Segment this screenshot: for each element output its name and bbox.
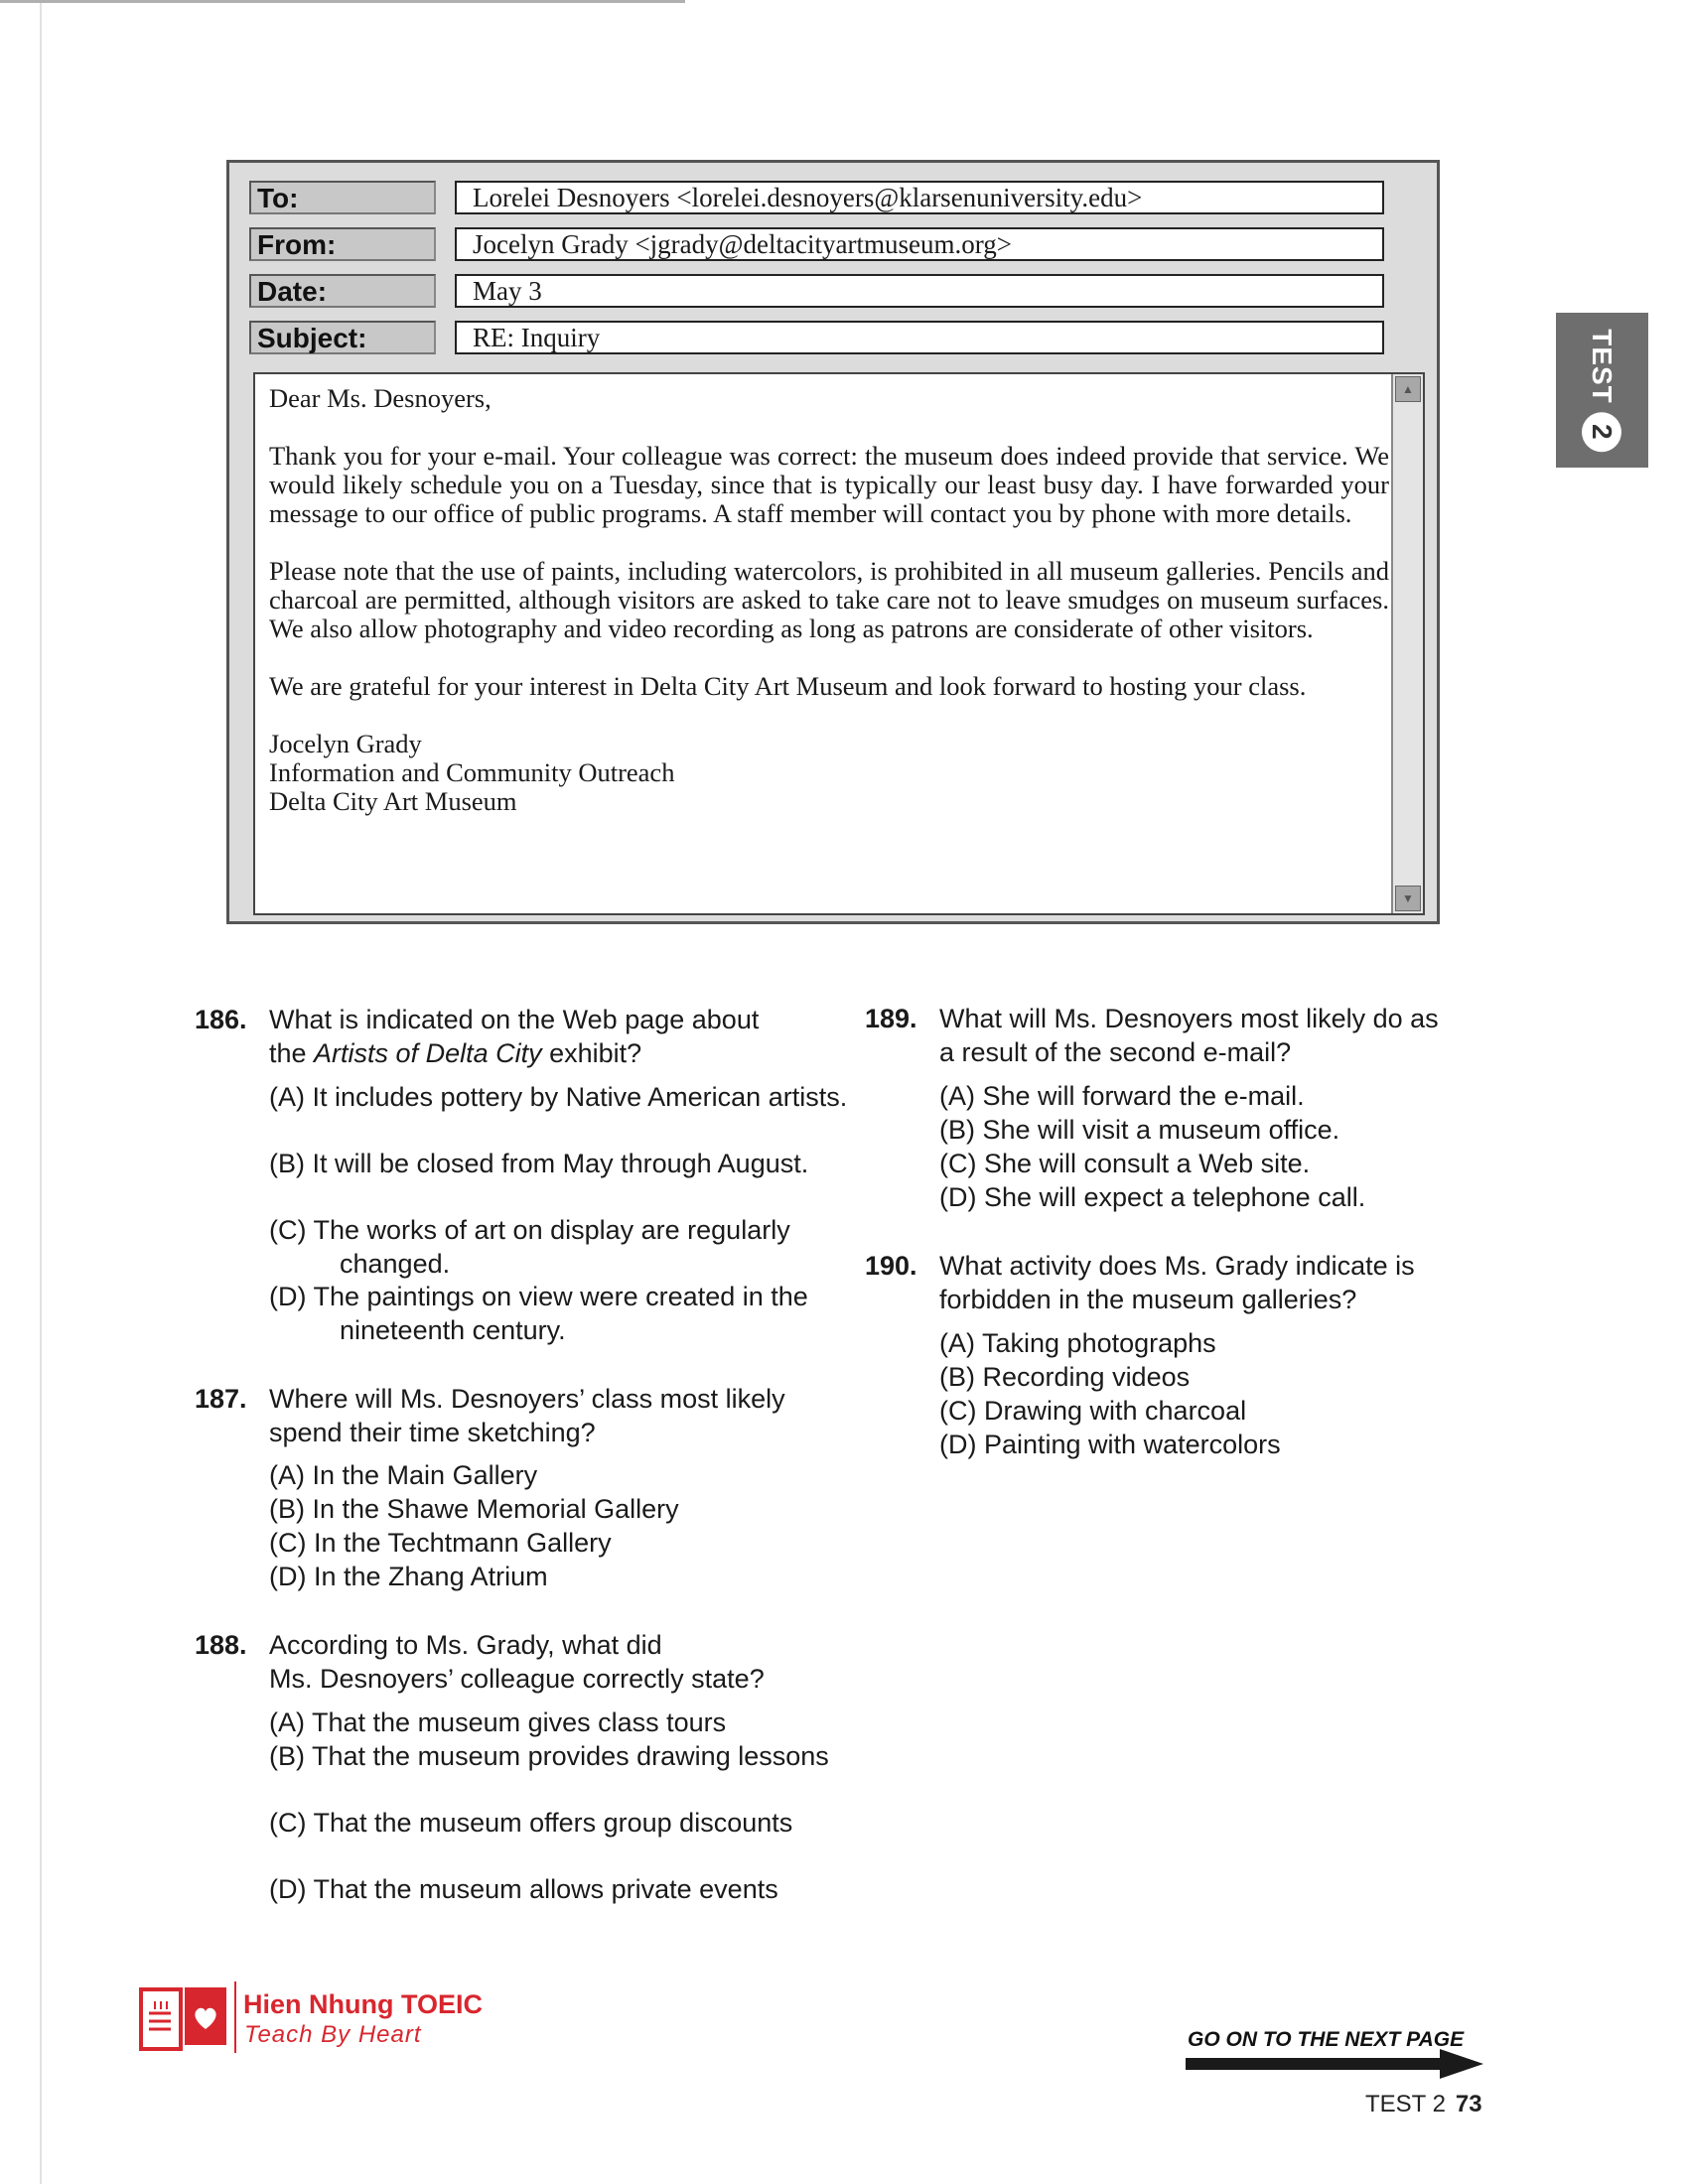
signature-department: Information and Community Outreach [269, 757, 675, 787]
answer-option[interactable]: (D) She will expect a telephone call. [939, 1182, 1366, 1212]
answer-option[interactable]: (B) She will visit a museum office. [939, 1115, 1340, 1145]
answer-option[interactable]: (A) That the museum gives class tours [269, 1707, 727, 1737]
signature-name: Jocelyn Grady [269, 729, 422, 758]
answer-option[interactable]: (C) That the museum offers group discounts [269, 1808, 793, 1838]
email-body[interactable] [253, 372, 1425, 915]
book-heart-logo-icon [137, 1983, 231, 2053]
subject-label: Subject: [249, 321, 436, 354]
from-label: From: [249, 227, 436, 261]
signature-organization: Delta City Art Museum [269, 786, 517, 816]
answer-option[interactable]: (A) She will forward the e-mail. [939, 1081, 1305, 1111]
from-row [249, 227, 1421, 263]
answer-option[interactable]: (A) Taking photographs [939, 1328, 1216, 1358]
question-stem: What will Ms. Desnoyers most likely do as a result of the second e-mail? [939, 1004, 1439, 1067]
arrow-right-icon [1186, 2049, 1483, 2079]
subject-field[interactable]: RE: Inquiry [455, 321, 1384, 354]
to-field[interactable]: Lorelei Desnoyers <lorelei.desnoyers@klarsenuniversity.edu> [455, 181, 1384, 214]
email-window [226, 160, 1440, 924]
answer-option[interactable]: (B) Recording videos [939, 1362, 1191, 1392]
question-stem: Where will Ms. Desnoyers’ class most likely spend their time sketching? [269, 1384, 785, 1447]
answer-option[interactable]: (C) In the Techtmann Gallery [269, 1528, 612, 1558]
email-message [269, 384, 1389, 816]
email-signature [269, 730, 1389, 816]
question-stem: According to Ms. Grady, what did Ms. Desnoyers’ colleague correctly state? [269, 1630, 765, 1694]
page-footer [1365, 2091, 1482, 2118]
answer-option[interactable]: (C) Drawing with charcoal [939, 1396, 1247, 1426]
question-number: 190. [865, 1251, 917, 1281]
test-tab [1556, 313, 1648, 468]
test-tab-label: TEST [1587, 329, 1618, 404]
answer-option[interactable]: (C) The works of art on display are regularly changed. [269, 1215, 790, 1279]
question-number: 186. [195, 1005, 247, 1034]
subject-row [249, 321, 1421, 356]
to-row [249, 181, 1421, 216]
scrollbar[interactable] [1391, 374, 1423, 913]
question-number: 187. [195, 1384, 247, 1414]
brand-tagline: Teach By Heart [244, 2021, 422, 2048]
email-paragraph: We are grateful for your interest in Delta City Art Museum and look forward to hosting your class. [269, 671, 1307, 701]
answer-option[interactable]: (B) In the Shawe Memorial Gallery [269, 1494, 679, 1524]
to-label: To: [249, 181, 436, 214]
email-paragraph: Thank you for your e-mail. Your colleague was correct: the museum does indeed provide that service. We would likely schedule you on a Tuesday, since that is typically our least busy day. I have forwarded your message to our office of public programs. A staff member will contact you by phone with more details. [269, 441, 1389, 528]
answer-option[interactable]: (B) That the museum provides drawing lessons [269, 1741, 829, 1771]
scan-edge [40, 0, 42, 2184]
page-number: 73 [1455, 2091, 1482, 2117]
test-tab-number: 2 [1582, 412, 1621, 452]
answer-option[interactable]: (D) Painting with watercolors [939, 1430, 1281, 1459]
question-stem: What is indicated on the Web page about the Artists of Delta City exhibit? [269, 1005, 760, 1068]
from-field[interactable]: Jocelyn Grady <jgrady@deltacityartmuseum.org> [455, 227, 1384, 261]
date-field[interactable]: May 3 [455, 274, 1384, 308]
go-next-label: GO ON TO THE NEXT PAGE [1188, 2028, 1465, 2051]
answer-option[interactable]: (B) It will be closed from May through August. [269, 1149, 809, 1178]
email-greeting: Dear Ms. Desnoyers, [269, 383, 492, 413]
date-label: Date: [249, 274, 436, 308]
date-row [249, 274, 1421, 310]
email-paragraph: Please note that the use of paints, including watercolors, is prohibited in all museum galleries. Pencils and charcoal are permitted, although visitors are asked to take care not to leave smudges on museum surfaces. We also allow photography and video recording as long as patrons are considerate of other visitors. [269, 556, 1389, 643]
question-stem: What activity does Ms. Grady indicate is forbidden in the museum galleries? [939, 1251, 1415, 1314]
scan-edge-top [0, 0, 685, 3]
answer-option[interactable]: (A) In the Main Gallery [269, 1460, 538, 1490]
page-label: TEST 2 [1365, 2091, 1446, 2117]
brand-divider [234, 1981, 236, 2053]
scroll-down-icon[interactable]: ▼ [1395, 886, 1421, 911]
answer-option[interactable]: (C) She will consult a Web site. [939, 1149, 1311, 1178]
answer-option[interactable]: (D) That the museum allows private events [269, 1874, 778, 1904]
brand-name: Hien Nhung TOEIC [243, 1989, 483, 2019]
question-number: 188. [195, 1630, 247, 1660]
answer-option[interactable]: (D) In the Zhang Atrium [269, 1562, 548, 1591]
scroll-up-icon[interactable]: ▲ [1395, 376, 1421, 402]
answer-option[interactable]: (D) The paintings on view were created in the nineteenth century. [269, 1282, 808, 1345]
question-number: 189. [865, 1004, 917, 1033]
exhibit-title: Artists of Delta City [314, 1038, 542, 1068]
answer-option[interactable]: (A) It includes pottery by Native American artists. [269, 1082, 848, 1112]
